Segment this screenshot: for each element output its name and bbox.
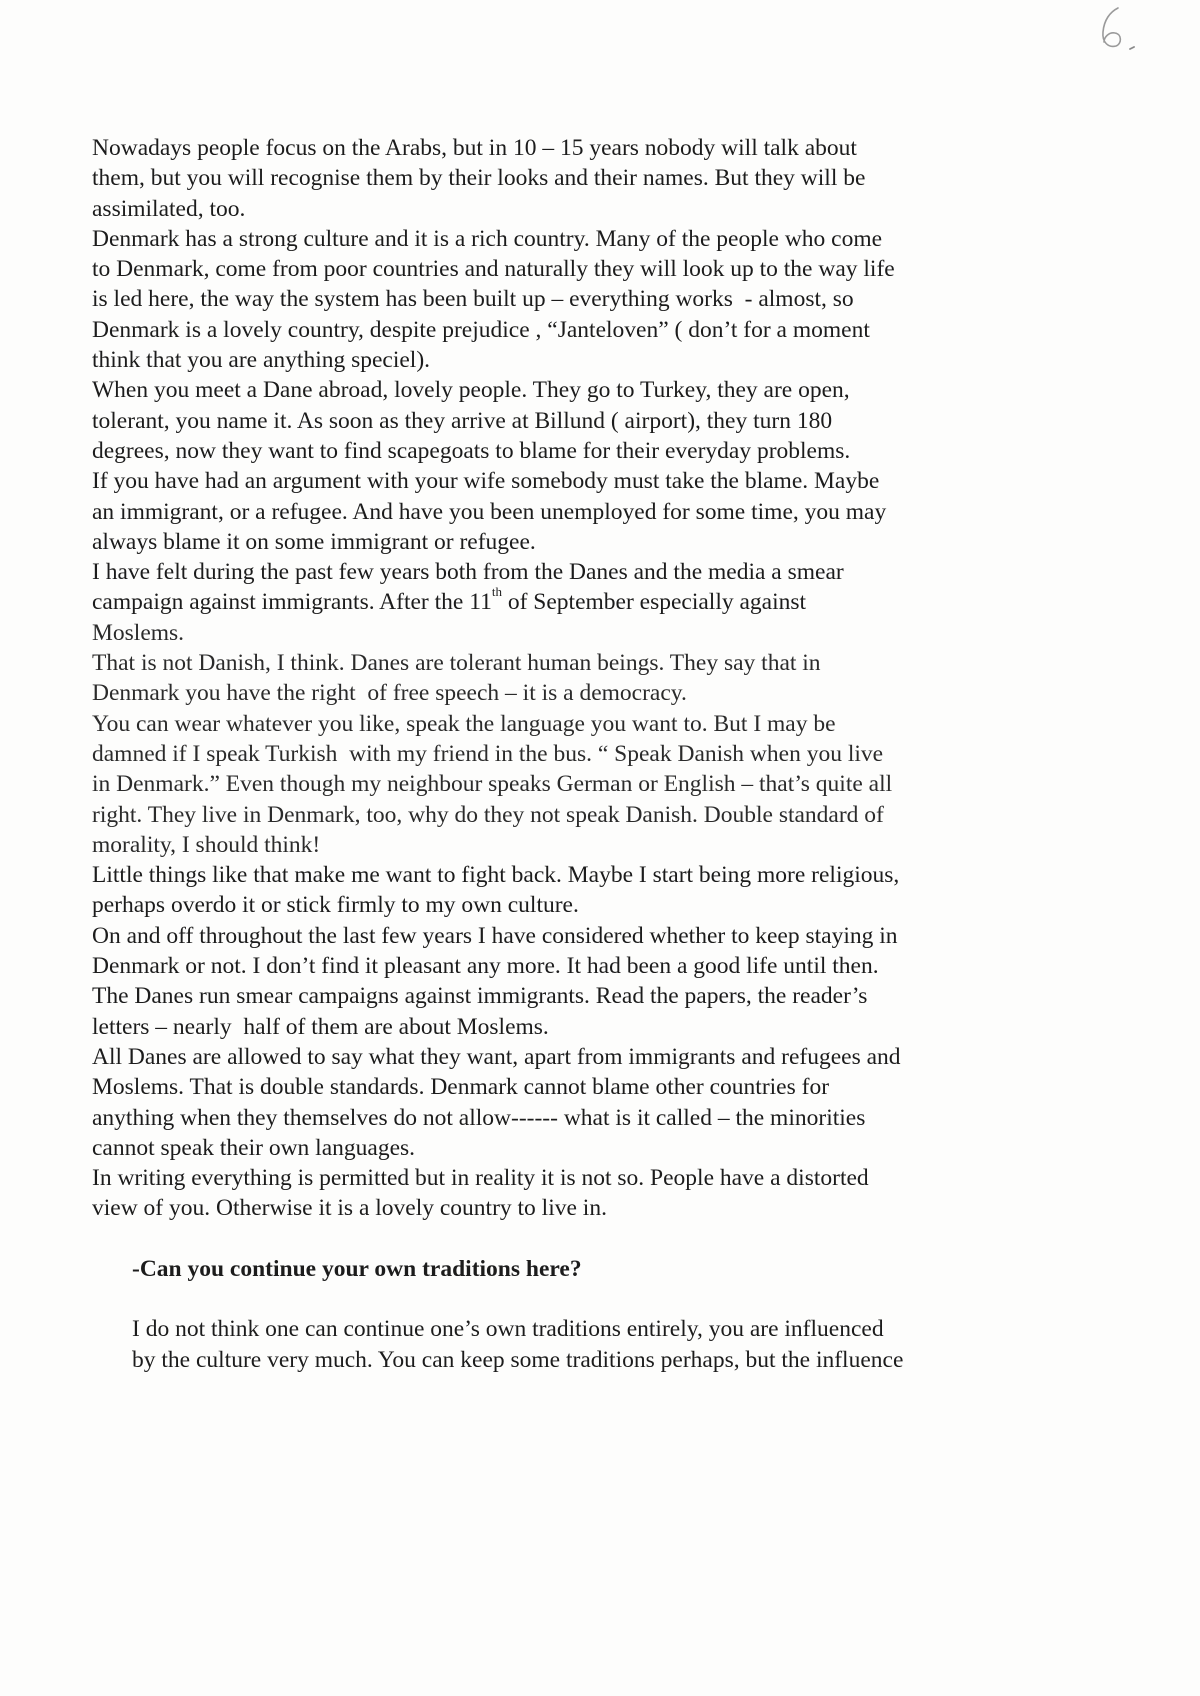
answer-line: by the culture very much. You can keep some traditions perhaps, but the influence [132, 1346, 904, 1373]
text-line: Denmark has a strong culture and it is a rich country. Many of the people who come [92, 225, 883, 252]
text-line: in Denmark.” Even though my neighbour speaks German or English – that’s quite all [92, 771, 893, 798]
text-line: Moslems. [92, 619, 185, 646]
spacer [92, 1224, 1092, 1254]
text-line: In writing everything is permitted but in reality it is not so. People have a distorted [92, 1165, 869, 1192]
text-line: cannot speak their own languages. [92, 1134, 416, 1161]
text-line: degrees, now they want to find scapegoats to blame for their everyday problems. [92, 437, 851, 464]
text-line: view of you. Otherwise it is a lovely country to live in. [92, 1195, 607, 1222]
text-line: is led here, the way the system has been built up – everything works - almost, so [92, 286, 854, 313]
text-line: When you meet a Dane abroad, lovely people. They go to Turkey, they are open, [92, 377, 850, 404]
text-line: anything when they themselves do not allow------ what is it called – the minorities [92, 1104, 866, 1131]
text-line: You can wear whatever you like, speak the language you want to. But I may be [92, 710, 836, 737]
text-segment: of September especially against [501, 589, 807, 616]
text-line: an immigrant, or a refugee. And have you been unemployed for some time, you may [92, 498, 887, 525]
document-body [92, 133, 1092, 1376]
text-line: If you have had an argument with your wife somebody must take the blame. Maybe [92, 468, 880, 495]
text-line: Denmark or not. I don’t find it pleasant any more. It had been a good life until then. [92, 953, 879, 980]
text-line: That is not Danish, I think. Danes are tolerant human beings. They say that in [92, 650, 821, 677]
text-line: to Denmark, come from poor countries and naturally they will look up to the way life [92, 256, 895, 283]
text-line: All Danes are allowed to say what they want, apart from immigrants and refugees and [92, 1043, 901, 1070]
text-line: Denmark you have the right of free speech – it is a democracy. [92, 680, 687, 707]
text-line: Moslems. That is double standards. Denmark cannot blame other countries for [92, 1074, 830, 1101]
answer-line: I do not think one can continue one’s own traditions entirely, you are influenced [132, 1315, 884, 1342]
text-line: assimilated, too. [92, 195, 246, 222]
text-line: right. They live in Denmark, too, why do they not speak Danish. Double standard of [92, 801, 884, 828]
text-line: always blame it on some immigrant or refugee. [92, 528, 536, 555]
interview-question: -Can you continue your own traditions here? [132, 1255, 582, 1282]
text-line: think that you are anything speciel). [92, 347, 431, 374]
page-number-glyph [1088, 4, 1148, 64]
text-line: Little things like that make me want to fight back. Maybe I start being more religious, [92, 862, 900, 889]
text-line: perhaps overdo it or stick firmly to my own culture. [92, 892, 579, 919]
text-line-september [92, 584, 1092, 617]
text-line: letters – nearly half of them are about Moslems. [92, 1013, 549, 1040]
text-line: them, but you will recognise them by their looks and their names. But they will be [92, 165, 866, 192]
handwritten-page-number [1088, 4, 1148, 64]
text-line: damned if I speak Turkish with my friend in the bus. “ Speak Danish when you live [92, 740, 884, 767]
text-line: tolerant, you name it. As soon as they arrive at Billund ( airport), they turn 180 [92, 407, 833, 434]
text-line: Nowadays people focus on the Arabs, but in 10 – 15 years nobody will talk about [92, 135, 857, 161]
text-line: The Danes run smear campaigns against immigrants. Read the papers, the reader’s [92, 983, 868, 1010]
ordinal-suffix: th [491, 584, 502, 600]
text-line: morality, I should think! [92, 831, 321, 858]
text-segment: campaign against immigrants. After the 11 [92, 589, 492, 616]
text-line: Denmark is a lovely country, despite prejudice , “Janteloven” ( don’t for a moment [92, 316, 870, 343]
text-line: On and off throughout the last few years I have considered whether to keep staying in [92, 922, 898, 949]
spacer [92, 1284, 1092, 1314]
text-line: I have felt during the past few years both from the Danes and the media a smear [92, 559, 844, 586]
interview-answer [92, 1314, 1092, 1376]
